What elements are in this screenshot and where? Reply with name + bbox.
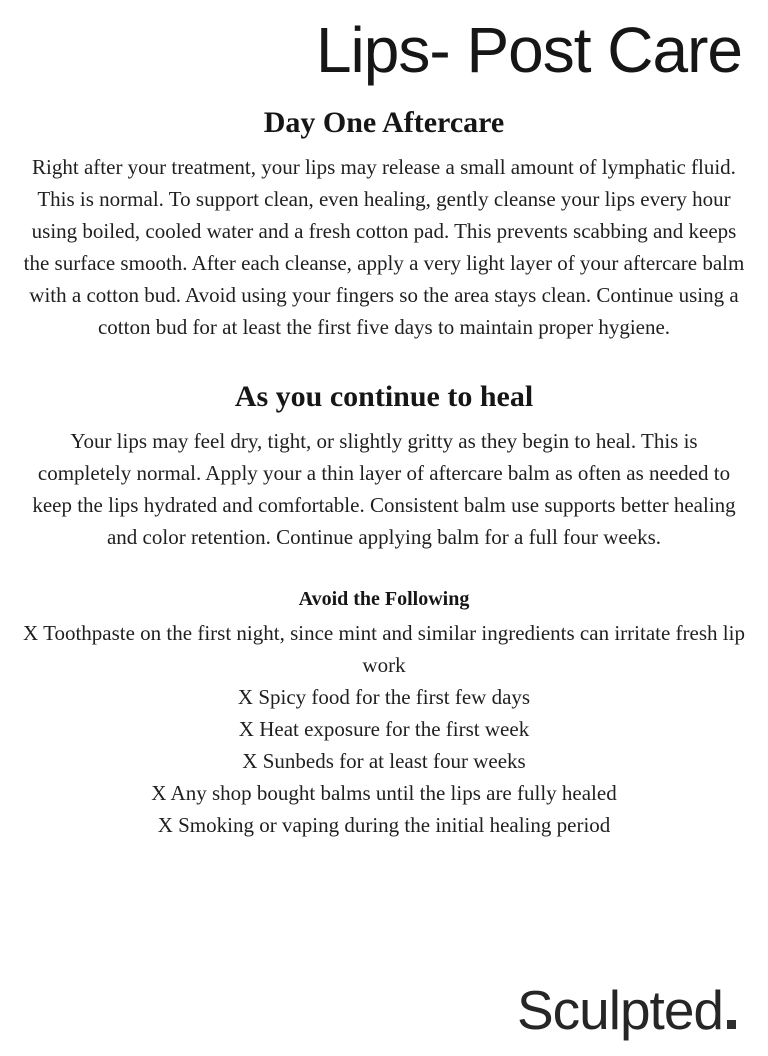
brand-logo-text: Sculpted [516, 979, 723, 1041]
avoid-heading: Avoid the Following [298, 587, 470, 610]
section-heading-continue-heal: As you continue to heal [234, 379, 534, 413]
brand-logo-period-dot [727, 1020, 736, 1029]
avoid-list [22, 617, 746, 841]
avoid-item-heat-exposure: X Heat exposure for the first week [238, 716, 530, 741]
avoid-item-shop-balms: X Any shop bought balms until the lips are fully healed [151, 780, 617, 805]
page-title: Lips- Post Care [315, 14, 742, 86]
avoid-item-sunbeds: X Sunbeds for at least four weeks [242, 748, 526, 773]
avoid-item-spicy-food: X Spicy food for the first few days [237, 684, 531, 709]
avoid-item-smoking-vaping: X Smoking or vaping during the initial healing period [157, 812, 611, 837]
section-body-continue-heal: Your lips may feel dry, tight, or slightly gritty as they begin to heal. This is completely normal. Apply your a thin layer of aftercare balm as often as needed to keep the lips hydrated and comfortable. Consistent balm use supports better healing and color retention. Continue applying balm for a full four weeks. [32, 428, 736, 549]
brand-logo [516, 979, 736, 1041]
section-continue-to-heal [0, 379, 768, 553]
avoid-item-toothpaste: X Toothpaste on the first night, since mint and similar ingredients can irritate fresh lip work [23, 620, 745, 677]
section-body-day-one: Right after your treatment, your lips may release a small amount of lymphatic fluid. This is normal. To support clean, even healing, gently cleanse your lips every hour using boiled, cooled water and a fresh cotton pad. This prevents scabbing and keeps the surface smooth. After each cleanse, apply a very light layer of your aftercare balm with a cotton bud. Avoid using your fingers so the area stays clean. Continue using a cotton bud for at least the first five days to maintain proper hygiene. [23, 154, 745, 339]
section-day-one-aftercare [0, 105, 768, 343]
section-avoid-list [0, 587, 768, 841]
section-heading-day-one: Day One Aftercare [263, 105, 505, 139]
